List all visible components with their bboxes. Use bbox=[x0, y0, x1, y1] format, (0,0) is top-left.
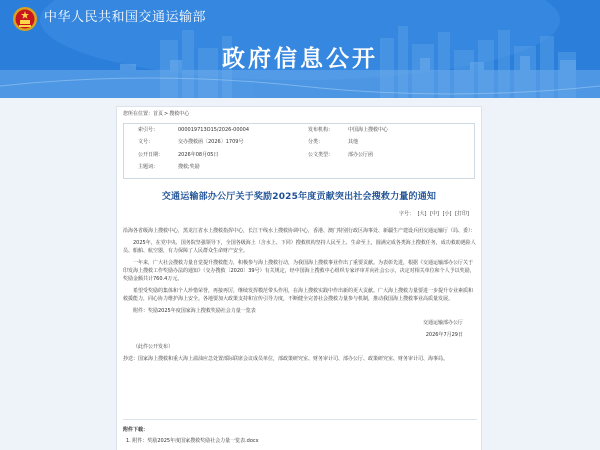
site-name[interactable]: 中华人民共和国交通运输部 bbox=[44, 10, 207, 25]
attachment-note: 附件：奖励2025年度国家海上搜救奖励社会力量一览表 bbox=[133, 308, 256, 314]
font-size-medium-button[interactable]: [中] bbox=[430, 211, 439, 217]
keywords-label: 主题词： bbox=[138, 164, 159, 171]
document-card bbox=[116, 106, 482, 450]
breadcrumb-home-link[interactable]: 首页 bbox=[153, 111, 164, 117]
document-number-value: 交办搜救函〔2026〕1709号 bbox=[178, 139, 244, 146]
font-size-label: 字号： bbox=[398, 211, 414, 217]
breadcrumb bbox=[123, 110, 189, 118]
document-title: 交通运输部办公厅关于奖励2025年度贡献突出社会搜救力量的通知 bbox=[161, 192, 437, 202]
body-paragraph: 2025年，在党中央、国务院坚强领导下，全国各级海上（含水上、下同）搜救机构坚持人民至上、生命至上，圆满完成各类海上搜救任务，成功救助遇险人员、船舶、航空器，有力保障了人民群众生命财产安全。 bbox=[123, 240, 476, 254]
index-number-value: 000019713O15/2026-00004 bbox=[178, 127, 250, 133]
publisher-value: 中国海上搜救中心 bbox=[348, 127, 389, 133]
font-size-controls bbox=[399, 210, 469, 218]
empty-cell bbox=[300, 161, 344, 173]
empty-cell bbox=[344, 161, 474, 173]
breadcrumb-separator: > bbox=[164, 111, 169, 117]
document-metadata-table bbox=[123, 123, 475, 179]
document-type-value: 部办公厅函 bbox=[348, 151, 374, 158]
publish-date-label: 公开日期： bbox=[138, 151, 164, 158]
publish-date-value: 2026年08月05日 bbox=[178, 151, 219, 158]
site-banner bbox=[0, 0, 600, 98]
document-number-label: 文号： bbox=[138, 139, 154, 146]
publisher-label: 发布机构： bbox=[308, 127, 334, 133]
metadata-row bbox=[124, 136, 474, 148]
category-label: 分类： bbox=[308, 139, 324, 146]
print-button[interactable]: [打印] bbox=[455, 211, 469, 217]
body-paragraph: 一年来，广大社会搜救力量自觉提升搜救能力，积极参与海上搜救行动，为我国海上搜救事业作出了重要贡献。为表彰先进，根据《交通运输部办公厅关于印发海上搜救工作奖励办法的通知》（交办搜救〔2020〕39号）有关规定，经中国海上搜救中心组织专家评审并向社会公示，决定对相关单位和个人予以奖励，奖励金额共计760.4万元。 bbox=[123, 260, 475, 282]
font-size-large-button[interactable]: [大] bbox=[417, 211, 427, 217]
attachments-label: 附件下载： bbox=[123, 427, 149, 433]
section-title: 政府信息公开 bbox=[222, 46, 378, 72]
signature: 交通运输部办公厅 bbox=[422, 320, 463, 326]
metadata-row bbox=[124, 149, 474, 161]
cc-list: 抄送：国家海上搜救和重大海上溢油应急处置部际联席会议成员单位，部政策研究室、财务审计司、部办公厅、政策研究室、财务审计司、海事局。 bbox=[123, 356, 449, 362]
public-release-note: （此件公开发布） bbox=[133, 344, 174, 350]
keywords-value: 搜救;奖励 bbox=[178, 164, 200, 171]
attachment-download-link[interactable]: 1. 附件：奖励2025年度国家搜救奖励社会力量一览表.docx bbox=[126, 438, 259, 444]
body-paragraph: 希望受奖励的集体和个人珍惜荣誉，再接再厉，继续发挥模范带头作用，在海上搜救实践中作出新的更大贡献。广大海上搜救力量要进一步提升专业素质和救援能力，同心协力维护海上安全。各地要加大政策支持和宣传引导力度，不断健全完善社会搜救力量参与机制，推动我国海上搜救事业高质量发展。 bbox=[123, 288, 474, 302]
category-value: 其他 bbox=[348, 139, 359, 146]
metadata-row bbox=[124, 161, 474, 173]
national-emblem-icon bbox=[12, 6, 38, 32]
document-body bbox=[123, 227, 477, 367]
attachments-section bbox=[123, 419, 477, 445]
document-type-label: 公文类型： bbox=[308, 151, 334, 158]
metadata-row bbox=[124, 124, 474, 136]
salutation: 沿海各省级海上搜救中心，黑龙江省水上搜救指挥中心，长江干线水上搜救协调中心，香港、澳门特别行政区海事处、新疆生产建设兵团交通运输厅（局、委）： bbox=[123, 228, 476, 234]
index-number-label: 索引号： bbox=[138, 127, 159, 133]
breadcrumb-rescue-center-link[interactable]: 搜救中心 bbox=[169, 111, 190, 117]
signature-date: 2026年7月29日 bbox=[425, 332, 463, 338]
breadcrumb-prefix: 您所在位置： bbox=[123, 111, 154, 117]
font-size-small-button[interactable]: [小] bbox=[442, 211, 452, 217]
